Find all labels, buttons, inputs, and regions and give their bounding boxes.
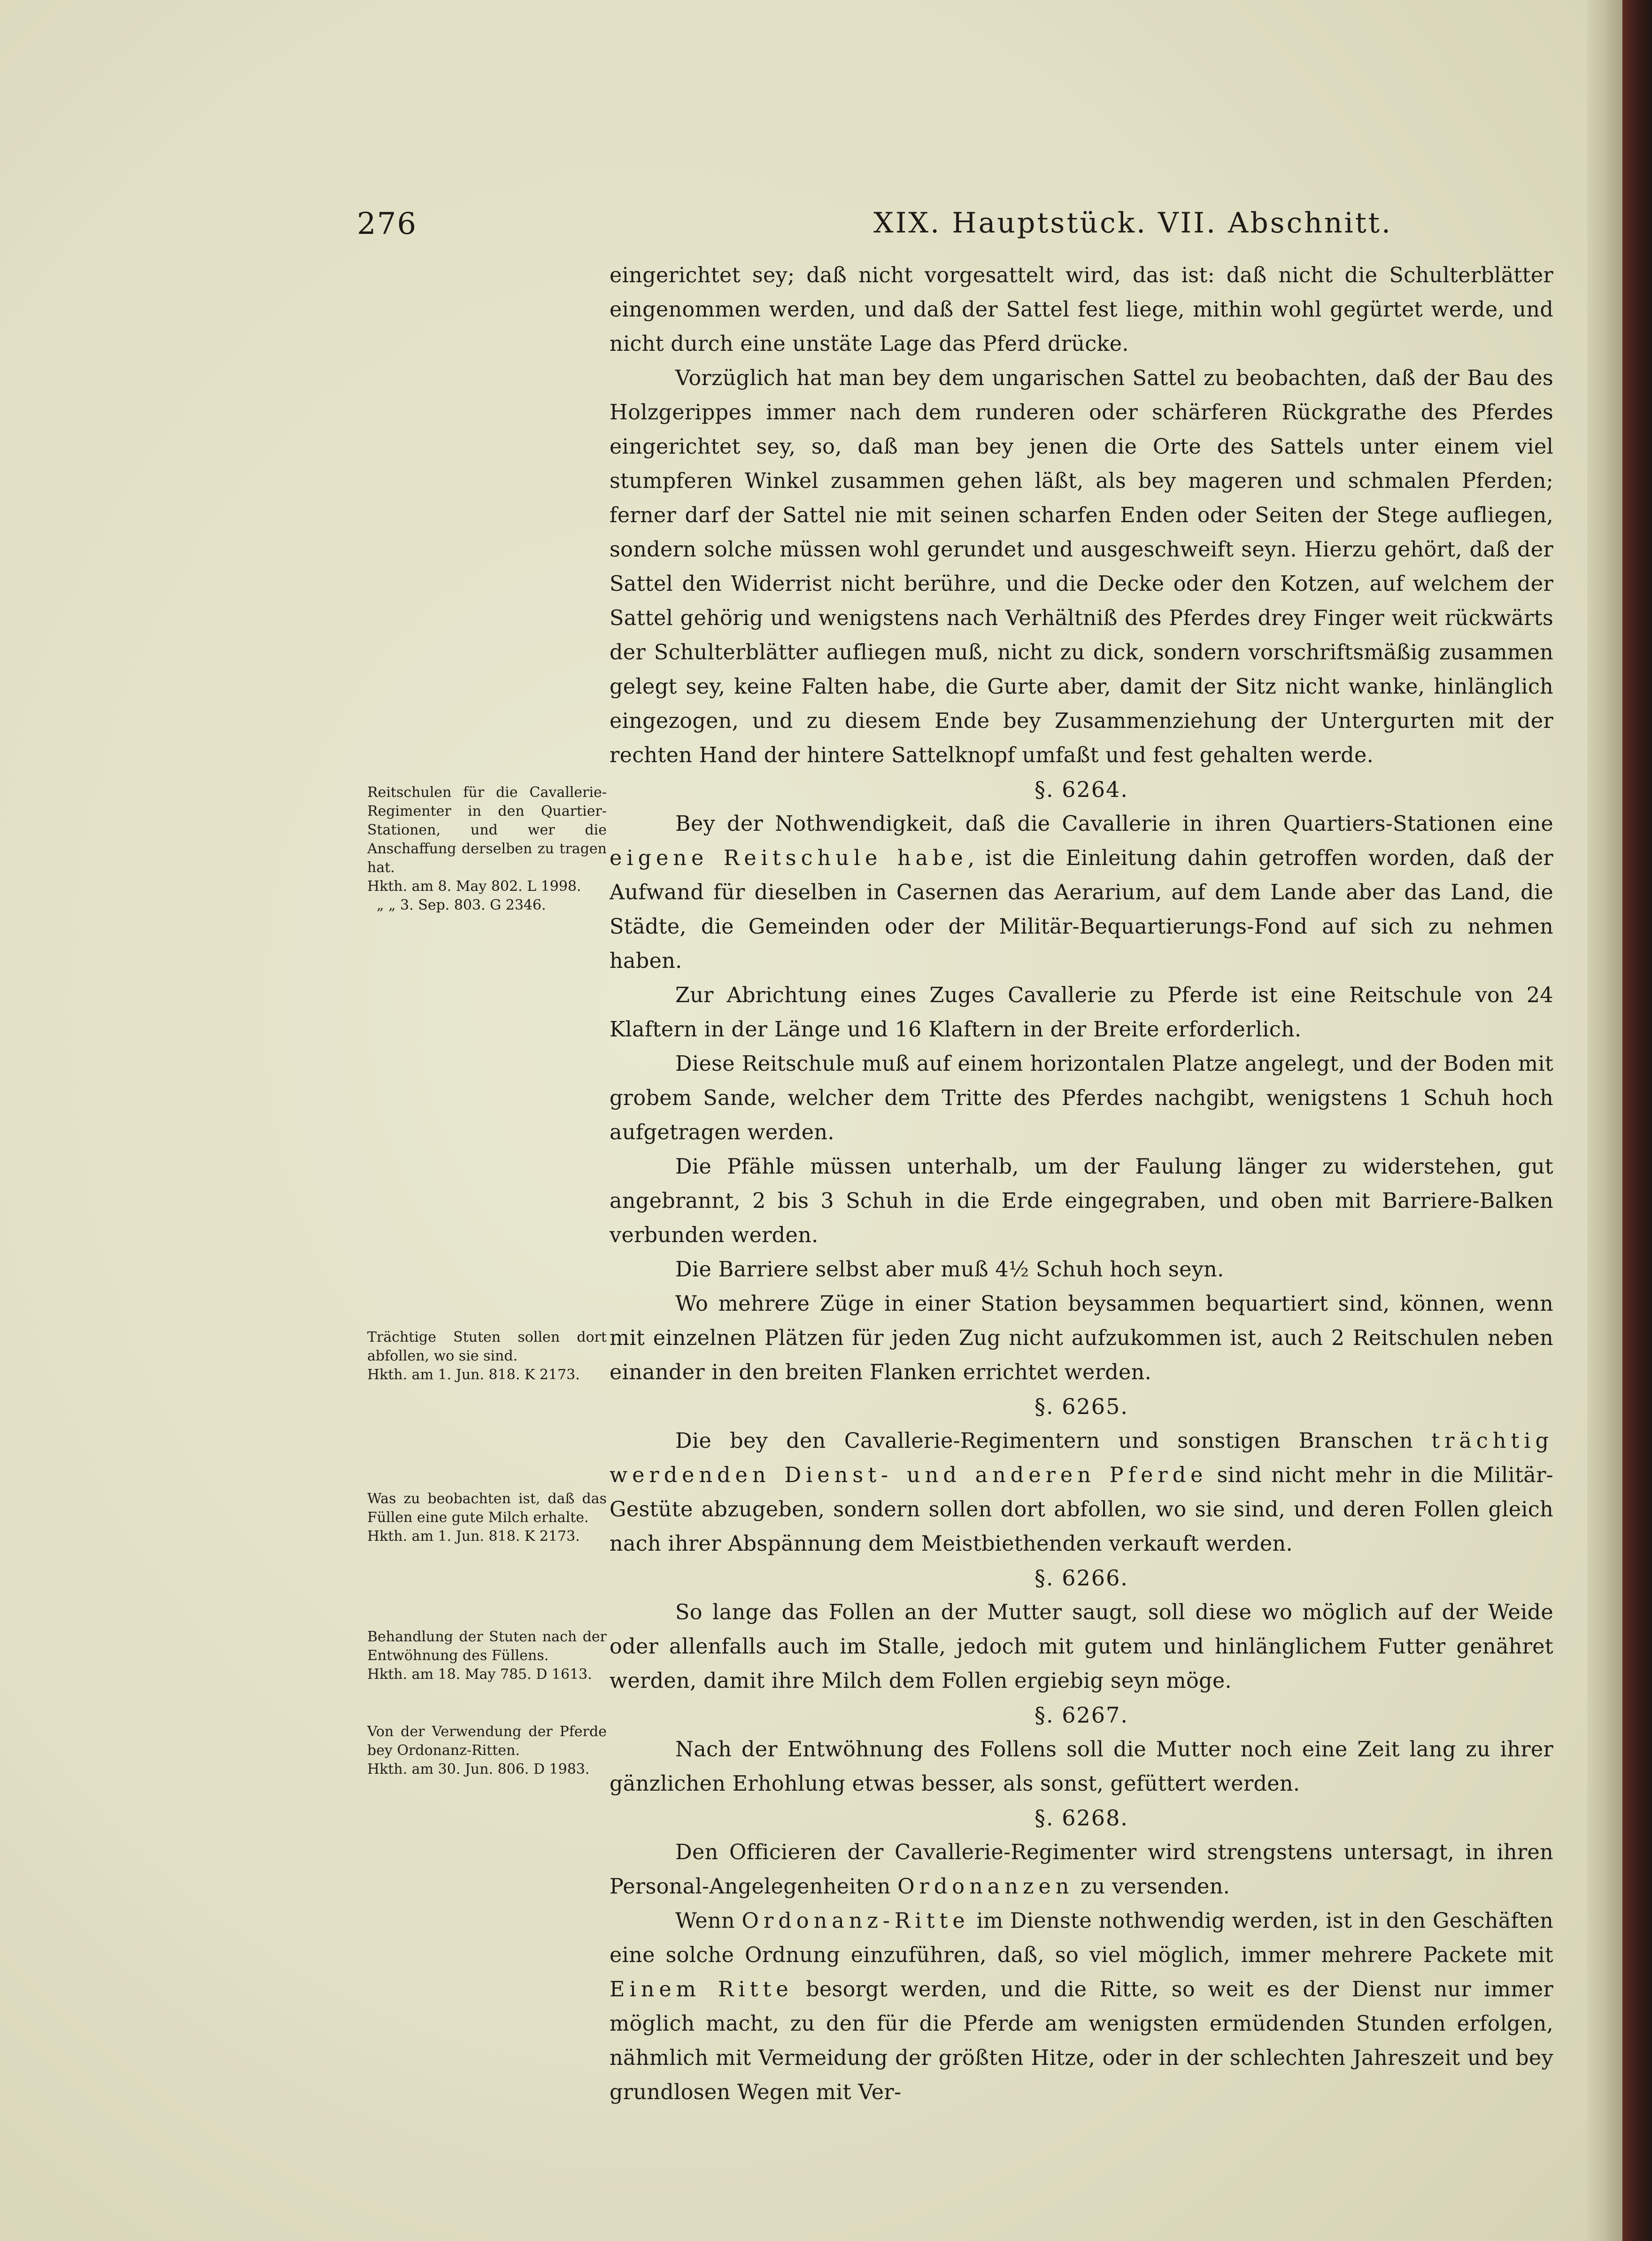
emphasis-text: Einem Ritte (610, 1978, 793, 2001)
margin-note-ref: Hkth. am 8. May 802. L 1998. (367, 878, 581, 895)
section-heading: §. 6266. (1034, 1565, 1128, 1591)
margin-note (367, 1328, 607, 1384)
text-run: Bey der Nothwendigkeit, daß die Cavallerie in ihren Quartiers-Stationen eine (675, 812, 1553, 836)
margin-note-text: Von der Verwendung der Pferde bey Ordonanz-Ritten. (367, 1723, 607, 1759)
paragraph (610, 1424, 1553, 1561)
paragraph: Wo mehrere Züge in einer Station beysammen bequartiert sind, können, wenn mit einzelnen Plätzen für jeden Zug nicht aufzukommen ist, auch 2 Reitschulen neben einander in den breiten Flanken errichtet werden. (610, 1292, 1553, 1384)
main-text (610, 258, 1553, 2110)
paragraph: Diese Reitschule muß auf einem horizontalen Platze angelegt, und der Boden mit grobem Sande, welcher dem Tritte des Pferdes nachgibt, wenigstens 1 Schuh hoch aufgetragen werden. (610, 1052, 1553, 1144)
text-run: zu versenden. (1073, 1875, 1230, 1899)
margin-note-text: Was zu beobachten ist, daß das Füllen eine gute Milch erhalte. (367, 1491, 607, 1526)
page-number: 276 (357, 207, 417, 241)
section-heading: §. 6267. (1034, 1702, 1128, 1728)
paragraph (610, 1835, 1553, 1904)
margin-note-text: Trächtige Stuten sollen dort abfollen, wo sie sind. (367, 1329, 607, 1364)
book-binding (1622, 0, 1652, 2241)
margin-note-ref: Hkth. am 1. Jun. 818. K 2173. (367, 1367, 580, 1383)
text-run: sind nicht mehr in die Militär-Gestüte abzugeben, sondern sollen dort abfollen, wo sie sind, und deren Follen gleich nach ihrer Abspännung dem Meistbiethenden verkauft werden. (610, 1463, 1554, 1556)
emphasis-text: Ordonanz-Ritte (741, 1909, 970, 1933)
margin-note-text: Behandlung der Stuten nach der Entwöhnung des Füllens. (367, 1629, 607, 1664)
paragraph: Die Barriere selbst aber muß 4½ Schuh hoch seyn. (675, 1258, 1224, 1282)
emphasis-text: trächtig werdenden Dienst- und anderen Pferde (610, 1429, 1553, 1487)
section-heading: §. 6264. (1034, 777, 1128, 802)
emphasis-text: Ordonanzen (897, 1875, 1074, 1899)
margin-note-ref: Hkth. am 18. May 785. D 1613. (367, 1666, 592, 1683)
margin-note-text: Reitschulen für die Cavallerie-Regimenter in den Quartier-Stationen, und wer die Anschaffung derselben zu tragen hat. (367, 784, 607, 876)
paragraph (610, 807, 1553, 978)
margin-note-ref: Hkth. am 1. Jun. 818. K 2173. (367, 1528, 580, 1545)
text-run: , ist die Einleitung dahin getroffen worden, daß der Aufwand für dieselben in Casernen das Aerarium, auf dem Lande aber das Land, die Städte, die Gemeinden oder der Militär-Bequartierungs-Fond auf sich zu nehmen haben. (610, 846, 1553, 973)
text-run: Den Officieren der Cavallerie-Regimenter wird strengstens untersagt, in ihren Personal-Angelegenheiten (610, 1840, 1553, 1899)
paragraph: eingerichtet sey; daß nicht vorgesattelt wird, das ist: daß nicht die Schulterblätter eingenommen werden, und daß der Sattel fest liege, mithin wohl gegürtet werde, und nicht durch eine unstäte Lage das Pferd drücke. (610, 263, 1553, 356)
margin-note-ref: „ „ 3. Sep. 803. G 2346. (377, 897, 546, 913)
paragraph: Vorzüglich hat man bey dem ungarischen Sattel zu beobachten, daß der Bau des Holzgerippes immer nach dem runderen oder schärferen Rückgrathe des Pferdes eingerichtet sey, so, daß man bey jenen die Orte des Sattels unter einem viel stumpferen Winkel zusammen gehen läßt, als bey mageren und schmalen Pferden; ferner darf der Sattel nie mit seinen scharfen Enden oder Seiten der Stege aufliegen, sondern solche müssen wohl gerundet und ausgeschweift seyn. Hierzu gehört, daß der Sattel den Widerrist nicht berühre, und die Decke oder den Kotzen, auf welchem der Sattel gehörig und wenigstens nach Verhältniß des Pferdes drey Finger weit rückwärts der Schulterblätter aufliegen muß, nicht zu dick, sondern vorschriftsmäßig zusammen gelegt sey, keine Falten habe, die Gurte aber, damit der Sitz nicht wanke, hinlänglich eingezogen, und zu diesem Ende bey Zusammenziehung der Untergurten mit der rechten Hand der hintere Sattelknopf umfaßt und fest gehalten werde. (610, 366, 1553, 767)
margin-note-ref: Hkth. am 30. Jun. 806. D 1983. (367, 1761, 590, 1777)
text-run: Die bey den Cavallerie-Regimentern und sonstigen Branschen (675, 1429, 1432, 1453)
text-run: im Dienste nothwendig werden, ist in den Geschäften eine solche Ordnung einzuführen, daß, so viel möglich, immer mehrere Packete mit (610, 1909, 1553, 1967)
text-run: besorgt werden, und die Ritte, so weit es der Dienst nur immer möglich macht, zu den für die Pferde am wenigsten ermüdenden Stunden erfolgen, nähmlich mit Vermeidung der größten Hitze, oder in der schlechten Jahreszeit und bey grundlosen Wegen mit Ver- (610, 1978, 1553, 2104)
page-gutter (1587, 0, 1622, 2241)
margin-note (367, 783, 607, 915)
paragraph: Die Pfähle müssen unterhalb, um der Faulung länger zu widerstehen, gut angebrannt, 2 bis 3 Schuh in die Erde eingegraben, und oben mit Barriere-Balken verbunden werden. (610, 1155, 1553, 1247)
section-heading: §. 6265. (1034, 1394, 1128, 1419)
margin-note (367, 1628, 607, 1684)
emphasis-text: eigene Reitschule habe (610, 846, 968, 870)
running-head: XIX. Hauptstück. VII. Abschnitt. (873, 207, 1392, 240)
paragraph: Zur Abrichtung eines Zuges Cavallerie zu Pferde ist eine Reitschule von 24 Klaftern in der Länge und 16 Klaftern in der Breite erforderlich. (610, 983, 1553, 1042)
section-heading: §. 6268. (1034, 1805, 1128, 1831)
page-header (357, 207, 1392, 249)
margin-note (367, 1490, 607, 1546)
paragraph: So lange das Follen an der Mutter saugt, soll diese wo möglich auf der Weide oder allenfalls auch im Stalle, jedoch mit gutem und hinlänglichem Futter genähret werden, damit ihre Milch dem Follen ergiebig seyn möge. (610, 1600, 1553, 1693)
margin-note (367, 1723, 607, 1779)
paragraph: Nach der Entwöhnung des Follens soll die Mutter noch eine Zeit lang zu ihrer gänzlichen Erhohlung etwas besser, als sonst, gefüttert werden. (610, 1738, 1553, 1796)
text-run: Wenn (675, 1909, 742, 1933)
paragraph (610, 1904, 1553, 2110)
